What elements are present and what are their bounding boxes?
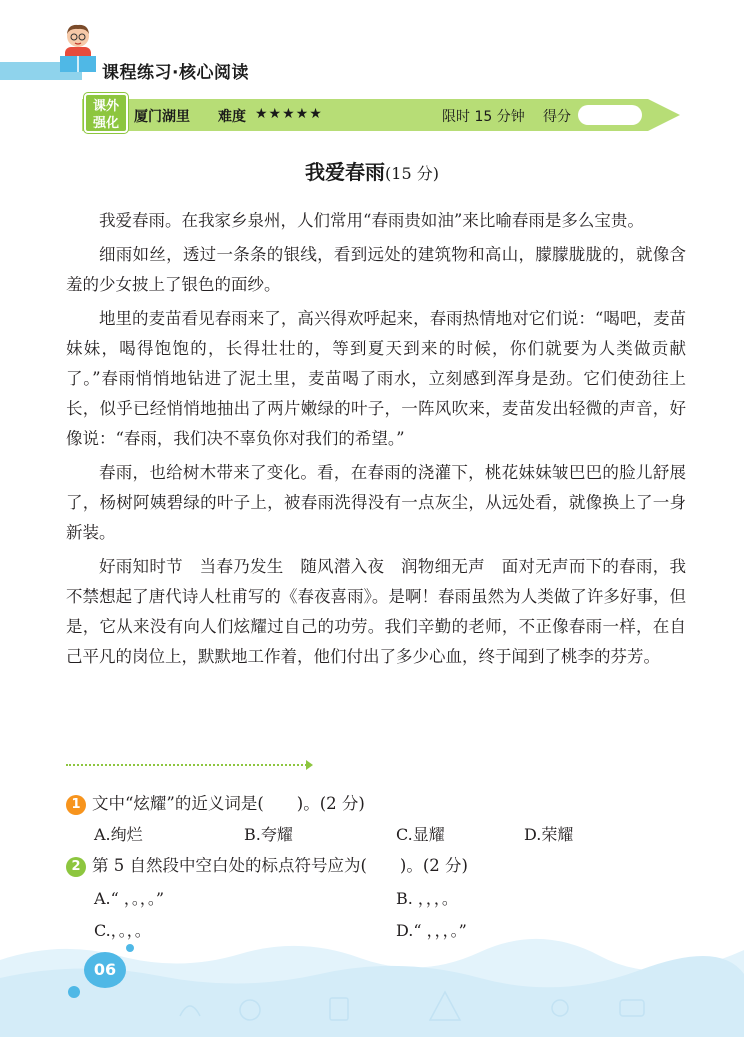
score-label: 得分 — [543, 109, 571, 125]
section-divider — [66, 764, 310, 766]
difficulty-stars: ★★★★★ — [255, 106, 323, 122]
bubble-small-icon — [68, 986, 80, 998]
question-2 — [66, 852, 468, 877]
page-number: 06 — [84, 952, 126, 988]
source-label: 厦门湖里 — [134, 109, 190, 125]
bubble-tiny-icon — [126, 944, 134, 952]
article-passage — [66, 206, 686, 676]
paragraph-3: 地里的麦苗看见春雨来了，高兴得欢呼起来，春雨热情地对它们说：“喝吧，麦苗妹妹，喝得饱饱的，长得壮壮的，等到夏天到来的时候，你们就要为人类做贡献了。”春雨悄悄地钻进了泥土里，麦苗喝了雨水，立刻感到浑身是劲。它们使劲往上长，似乎已经悄悄地抽出了两片嫩绿的叶子，一阵风吹来，麦苗发出轻微的声音，好像说：“春雨，我们决不辜负你对我们的希望。” — [66, 309, 686, 448]
question-2-option-d[interactable]: D.“ ，，，。” — [396, 921, 467, 940]
paragraph-1: 我爱春雨。在我家乡泉州，人们常用“春雨贵如油”来比喻春雨是多么宝贵。 — [99, 211, 644, 230]
article-score: (15 分) — [385, 164, 439, 183]
article-title — [0, 156, 744, 185]
question-1-option-c[interactable]: C.显耀 — [396, 825, 445, 844]
question-1-option-b[interactable]: B.夸耀 — [244, 825, 293, 844]
article-title-text: 我爱春雨 — [305, 160, 386, 184]
question-2-option-a[interactable]: A.“ ，。，。” — [94, 889, 165, 908]
question-2-option-b[interactable]: B. ，，，。 — [396, 889, 458, 908]
divider-arrow-icon — [306, 760, 313, 770]
exercise-info-bar — [82, 99, 680, 131]
time-limit-label: 限时 15 分钟 — [442, 109, 525, 125]
paragraph-2: 细雨如丝，透过一条条的银线，看到远处的建筑物和高山，朦朦胧胧的，就像含羞的少女披上了银色的面纱。 — [66, 245, 686, 294]
question-2-number-badge: 2 — [66, 857, 86, 877]
question-2-text: 第 5 自然段中空白处的标点符号应为( )。(2 分) — [92, 856, 468, 875]
question-1-option-a[interactable]: A.绚烂 — [94, 825, 143, 844]
tag-line-1: 课外 — [92, 99, 119, 114]
question-2-option-c[interactable]: C.，。，。 — [94, 921, 151, 940]
paragraph-4: 春雨，也给树木带来了变化。看，在春雨的浇灌下，桃花妹妹皱巴巴的脸儿舒展了，杨树阿姨碧绿的叶子上，被春雨洗得没有一点灰尘，从远处看，就像换上了一身新装。 — [66, 463, 686, 542]
question-1-option-d[interactable]: D.荣耀 — [524, 825, 574, 844]
extracurricular-tag — [84, 93, 128, 133]
score-input-box[interactable] — [578, 105, 642, 125]
tag-line-2: 强化 — [92, 116, 119, 131]
header-title: 课程练习·核心阅读 — [102, 63, 249, 83]
question-1 — [66, 790, 365, 815]
question-1-number-badge: 1 — [66, 795, 86, 815]
mascot-reading-icon — [56, 22, 100, 80]
paragraph-5: 好雨知时节 当春乃发生 随风潜入夜 润物细无声 面对无声而下的春雨，我不禁想起了唐代诗人杜甫写的《春夜喜雨》。是啊！春雨虽然为人类做了许多好事，但是，它从来没有向人们炫耀过自己的功劳。我们辛勤的老师，不正像春雨一样，在自己平凡的岗位上，默默地工作着，他们付出了多少心血，终于闻到了桃李的芬芳。 — [66, 557, 686, 666]
difficulty-label: 难度 — [218, 109, 246, 125]
question-1-text: 文中“炫耀”的近义词是( )。(2 分) — [92, 794, 365, 813]
